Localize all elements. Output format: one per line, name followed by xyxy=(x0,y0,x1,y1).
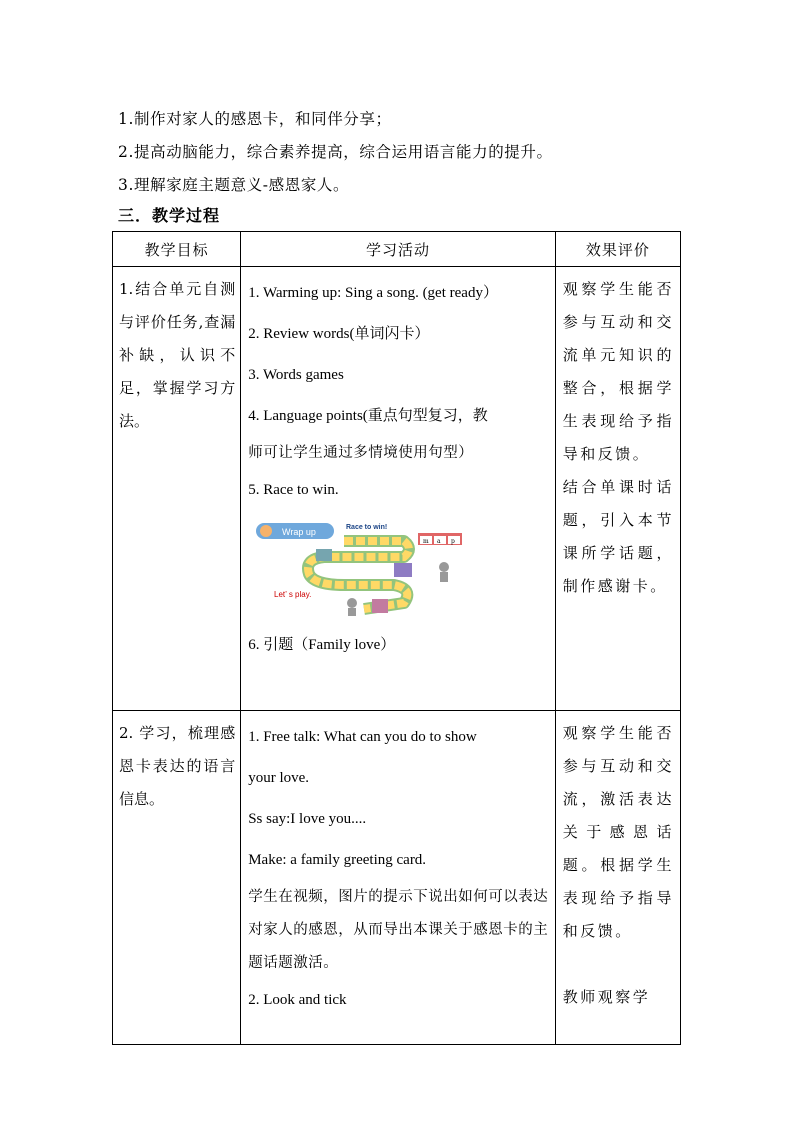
header-teaching-goal: 教学目标 xyxy=(113,232,241,267)
goal-text: 1.结合单元自测与评价任务,查漏补缺，认识不足，掌握学习方法。 xyxy=(119,280,236,430)
objective-line-3: 3.理解家庭主题意义-感恩家人。 xyxy=(118,176,350,194)
activity-line: 3. Words games xyxy=(248,367,344,383)
letter-a: a xyxy=(437,538,441,545)
activity-line: 2. Review words(单词闪卡） xyxy=(248,326,430,342)
activity-line: Ss say:I love you.... xyxy=(248,811,367,827)
activity-line: 6. 引题（Family love） xyxy=(248,637,396,653)
evaluation-text: 观察学生能否参与互动和交流单元知识的整合，根据学生表现给予指导和反馈。 xyxy=(562,280,674,463)
goal-cell xyxy=(113,711,241,1045)
objectives-list xyxy=(118,103,718,202)
race-label: Race to win! xyxy=(346,524,388,531)
evaluation-text: 教师观察学 xyxy=(562,988,651,1006)
section-heading: 三．教学过程 xyxy=(118,206,221,225)
activity-line: 1. Free talk: What can you do to show xyxy=(248,729,477,745)
goal-cell xyxy=(113,267,241,711)
teaching-process-table xyxy=(112,231,681,1045)
activity-line: 4. Language points(重点句型复习，教 xyxy=(248,408,488,424)
letter-p: p xyxy=(451,538,456,545)
goal-text: 2. 学习，梳理感恩卡表达的语言信息。 xyxy=(119,724,236,808)
evaluation-text: 观察学生能否参与互动和交流，激活表达关于感恩话题。根据学生表现给予指导和反馈。 xyxy=(562,724,674,940)
objective-line-1: 1.制作对家人的感恩卡，和同伴分享； xyxy=(118,110,392,128)
letter-m: m xyxy=(423,538,429,545)
race-to-win-board-image xyxy=(254,519,474,619)
activity-line: Make: a family greeting card. xyxy=(248,852,427,868)
objective-line-2: 2.提高动脑能力，综合素养提高，综合运用语言能力的提升。 xyxy=(118,143,553,161)
evaluation-text: 结合单课时话题，引入本节课所学话题，制作感谢卡。 xyxy=(562,478,674,595)
evaluation-cell xyxy=(555,711,680,1045)
activity-cell xyxy=(241,267,556,711)
lets-play-label: Let’ s play. xyxy=(274,590,312,599)
activity-cell xyxy=(241,711,556,1045)
activity-line: 1. Warming up: Sing a song. (get ready） xyxy=(248,285,498,301)
header-learning-activity: 学习活动 xyxy=(241,232,556,267)
activity-line: your love. xyxy=(248,770,310,786)
wrap-up-label: Wrap up xyxy=(282,527,317,537)
evaluation-cell xyxy=(555,267,680,711)
activity-line: 师可让学生通过多情境使用句型） xyxy=(248,445,474,461)
activity-line: 2. Look and tick xyxy=(248,992,347,1008)
activity-line: 5. Race to win. xyxy=(248,482,339,498)
activity-description: 学生在视频，图片的提示下说出如何可以表达对家人的感恩，从而导出本课关于感恩卡的主题话题激活。 xyxy=(248,889,549,971)
table-header-row xyxy=(113,232,681,267)
table-row xyxy=(113,267,681,711)
table-row xyxy=(113,711,681,1045)
header-effect-evaluation: 效果评价 xyxy=(555,232,680,267)
